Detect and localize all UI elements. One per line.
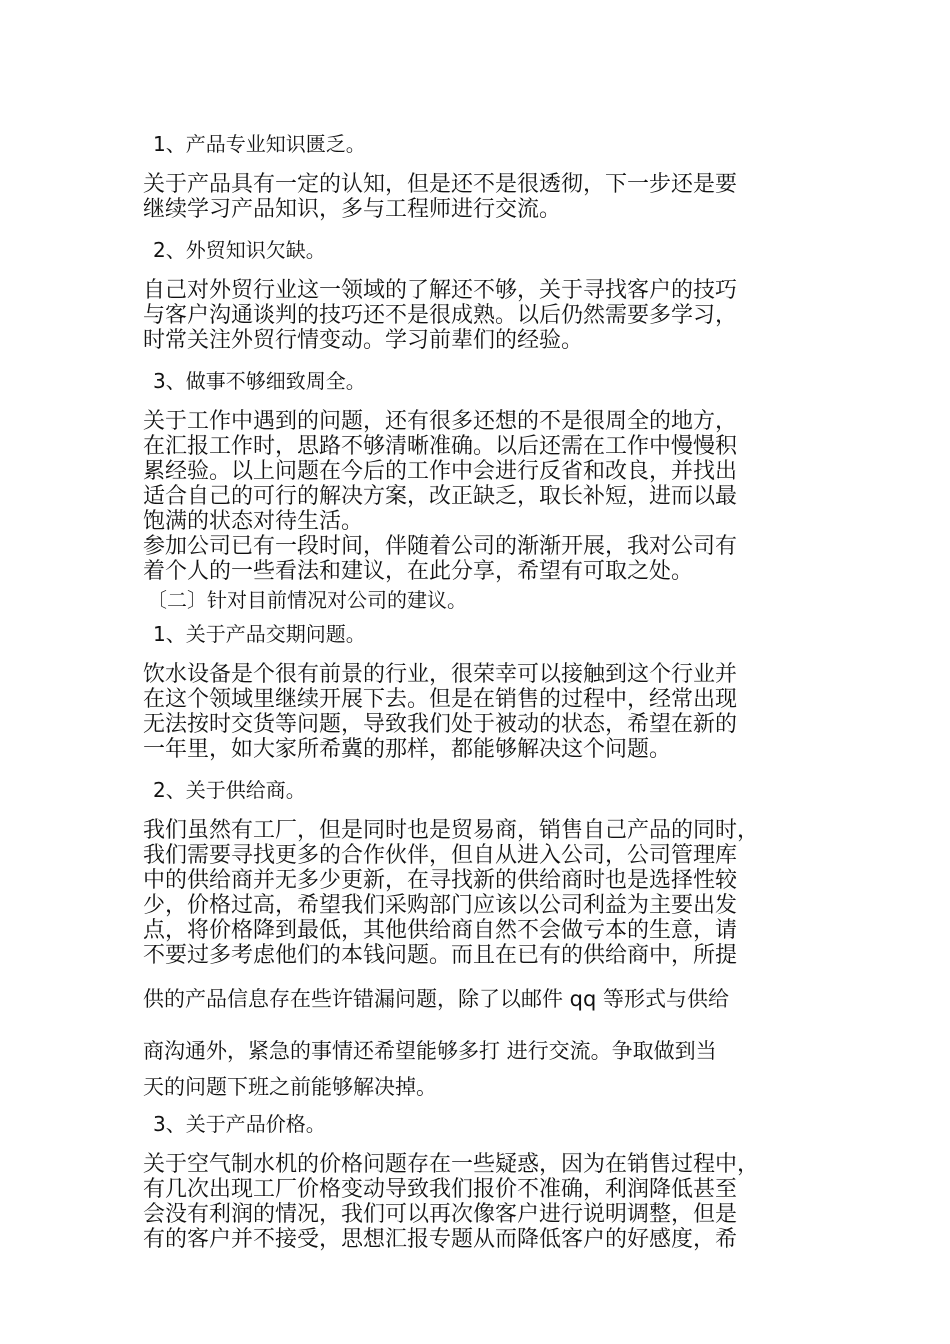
text-line: 累经验。以上问题在今后的工作中会进行反省和改良，并找出 (143, 459, 738, 484)
heading-suppliers: 2、关于供给商。 (153, 778, 306, 802)
heading-work-details: 3、做事不够细致周全。 (153, 369, 366, 393)
text-line: 点，将价格降到最低，其他供给商自然不会做亏本的生意，请 (143, 918, 738, 943)
text-line: 饮水设备是个很有前景的行业，很荣幸可以接触到这个行业并 (143, 662, 738, 687)
paragraph-product-price (143, 1152, 823, 1252)
text-line: 自己对外贸行业这一领域的了解还不够，关于寻找客户的技巧 (143, 278, 738, 303)
heading-company-suggestions: 〔二〕针对目前情况对公司的建议。 (147, 588, 467, 612)
text-line: 适合自己的可行的解决方案，改正缺乏，取长补短，进而以最 (143, 484, 738, 509)
text-line: 无法按时交货等问题，导致我们处于被动的状态，希望在新的 (143, 712, 738, 737)
text-line: 关于空气制水机的价格问题存在一些疑惑，因为在销售过程中， (143, 1152, 760, 1177)
text-line: 在汇报工作时，思路不够清晰准确。以后还需在工作中慢慢积 (143, 434, 738, 459)
text-line: 会没有利润的情况，我们可以再次像客户进行说明调整，但是 (143, 1202, 738, 1227)
text-line: 我们虽然有工厂，但是同时也是贸易商，销售自己产品的同时， (143, 818, 760, 843)
text-line: 在这个领域里继续开展下去。但是在销售的过程中，经常出现 (143, 687, 738, 712)
text-line: 与客户沟通谈判的技巧还不是很成熟。以后仍然需要多学习， (143, 303, 738, 328)
text-line: 一年里，如大家所希冀的那样，都能够解决这个问题。 (143, 737, 672, 762)
text-line: 有几次出现工厂价格变动导致我们报价不准确，利润降低甚至 (143, 1177, 738, 1202)
text-line: 饱满的状态对待生活。 (143, 509, 364, 534)
text-line: 参加公司已有一段时间，伴随着公司的渐渐开展，我对公司有 (143, 534, 738, 559)
text-line: 商沟通外，紧急的事情还希望能够多打 进行交流。争取做到当 (143, 1039, 717, 1063)
heading-delivery-issue: 1、关于产品交期问题。 (153, 622, 366, 646)
paragraph-product-knowledge (143, 172, 823, 222)
text-line: 我们需要寻找更多的合作伙伴，但自从进入公司，公司管理库 (143, 843, 738, 868)
heading-product-price: 3、关于产品价格。 (153, 1112, 326, 1136)
paragraph-suppliers (143, 818, 823, 968)
paragraph-suppliers-continued (143, 984, 823, 1102)
paragraph-delivery-issue (143, 662, 823, 762)
document-body (143, 128, 823, 1264)
heading-product-knowledge: 1、产品专业知识匮乏。 (153, 132, 366, 156)
text-line: 关于工作中遇到的问题，还有很多还想的不是很周全的地方， (143, 409, 738, 434)
text-line: 天的问题下班之前能够解决掉。 (143, 1075, 437, 1099)
text-line: 供的产品信息存在些许错漏问题，除了以邮件 qq 等形式与供给 (143, 987, 730, 1011)
text-line: 少，价格过高，希望我们采购部门应该以公司利益为主要出发 (143, 893, 738, 918)
text-line: 时常关注外贸行情变动。学习前辈们的经验。 (143, 328, 584, 353)
paragraph-work-details (143, 409, 823, 534)
text-line: 着个人的一些看法和建议，在此分享，希望有可取之处。 (143, 559, 694, 584)
paragraph-trade-knowledge (143, 278, 823, 353)
text-line: 继续学习产品知识，多与工程师进行交流。 (143, 197, 562, 222)
text-line: 不要过多考虑他们的本钱问题。而且在已有的供给商中，所提 (143, 943, 738, 968)
text-line: 有的客户并不接受，思想汇报专题从而降低客户的好感度，希 (143, 1227, 738, 1252)
text-line: 中的供给商并无多少更新，在寻找新的供给商时也是选择性较 (143, 868, 738, 893)
text-line: 关于产品具有一定的认知，但是还不是很透彻，下一步还是要 (143, 172, 738, 197)
paragraph-company-intro (143, 534, 823, 584)
heading-trade-knowledge: 2、外贸知识欠缺。 (153, 238, 326, 262)
